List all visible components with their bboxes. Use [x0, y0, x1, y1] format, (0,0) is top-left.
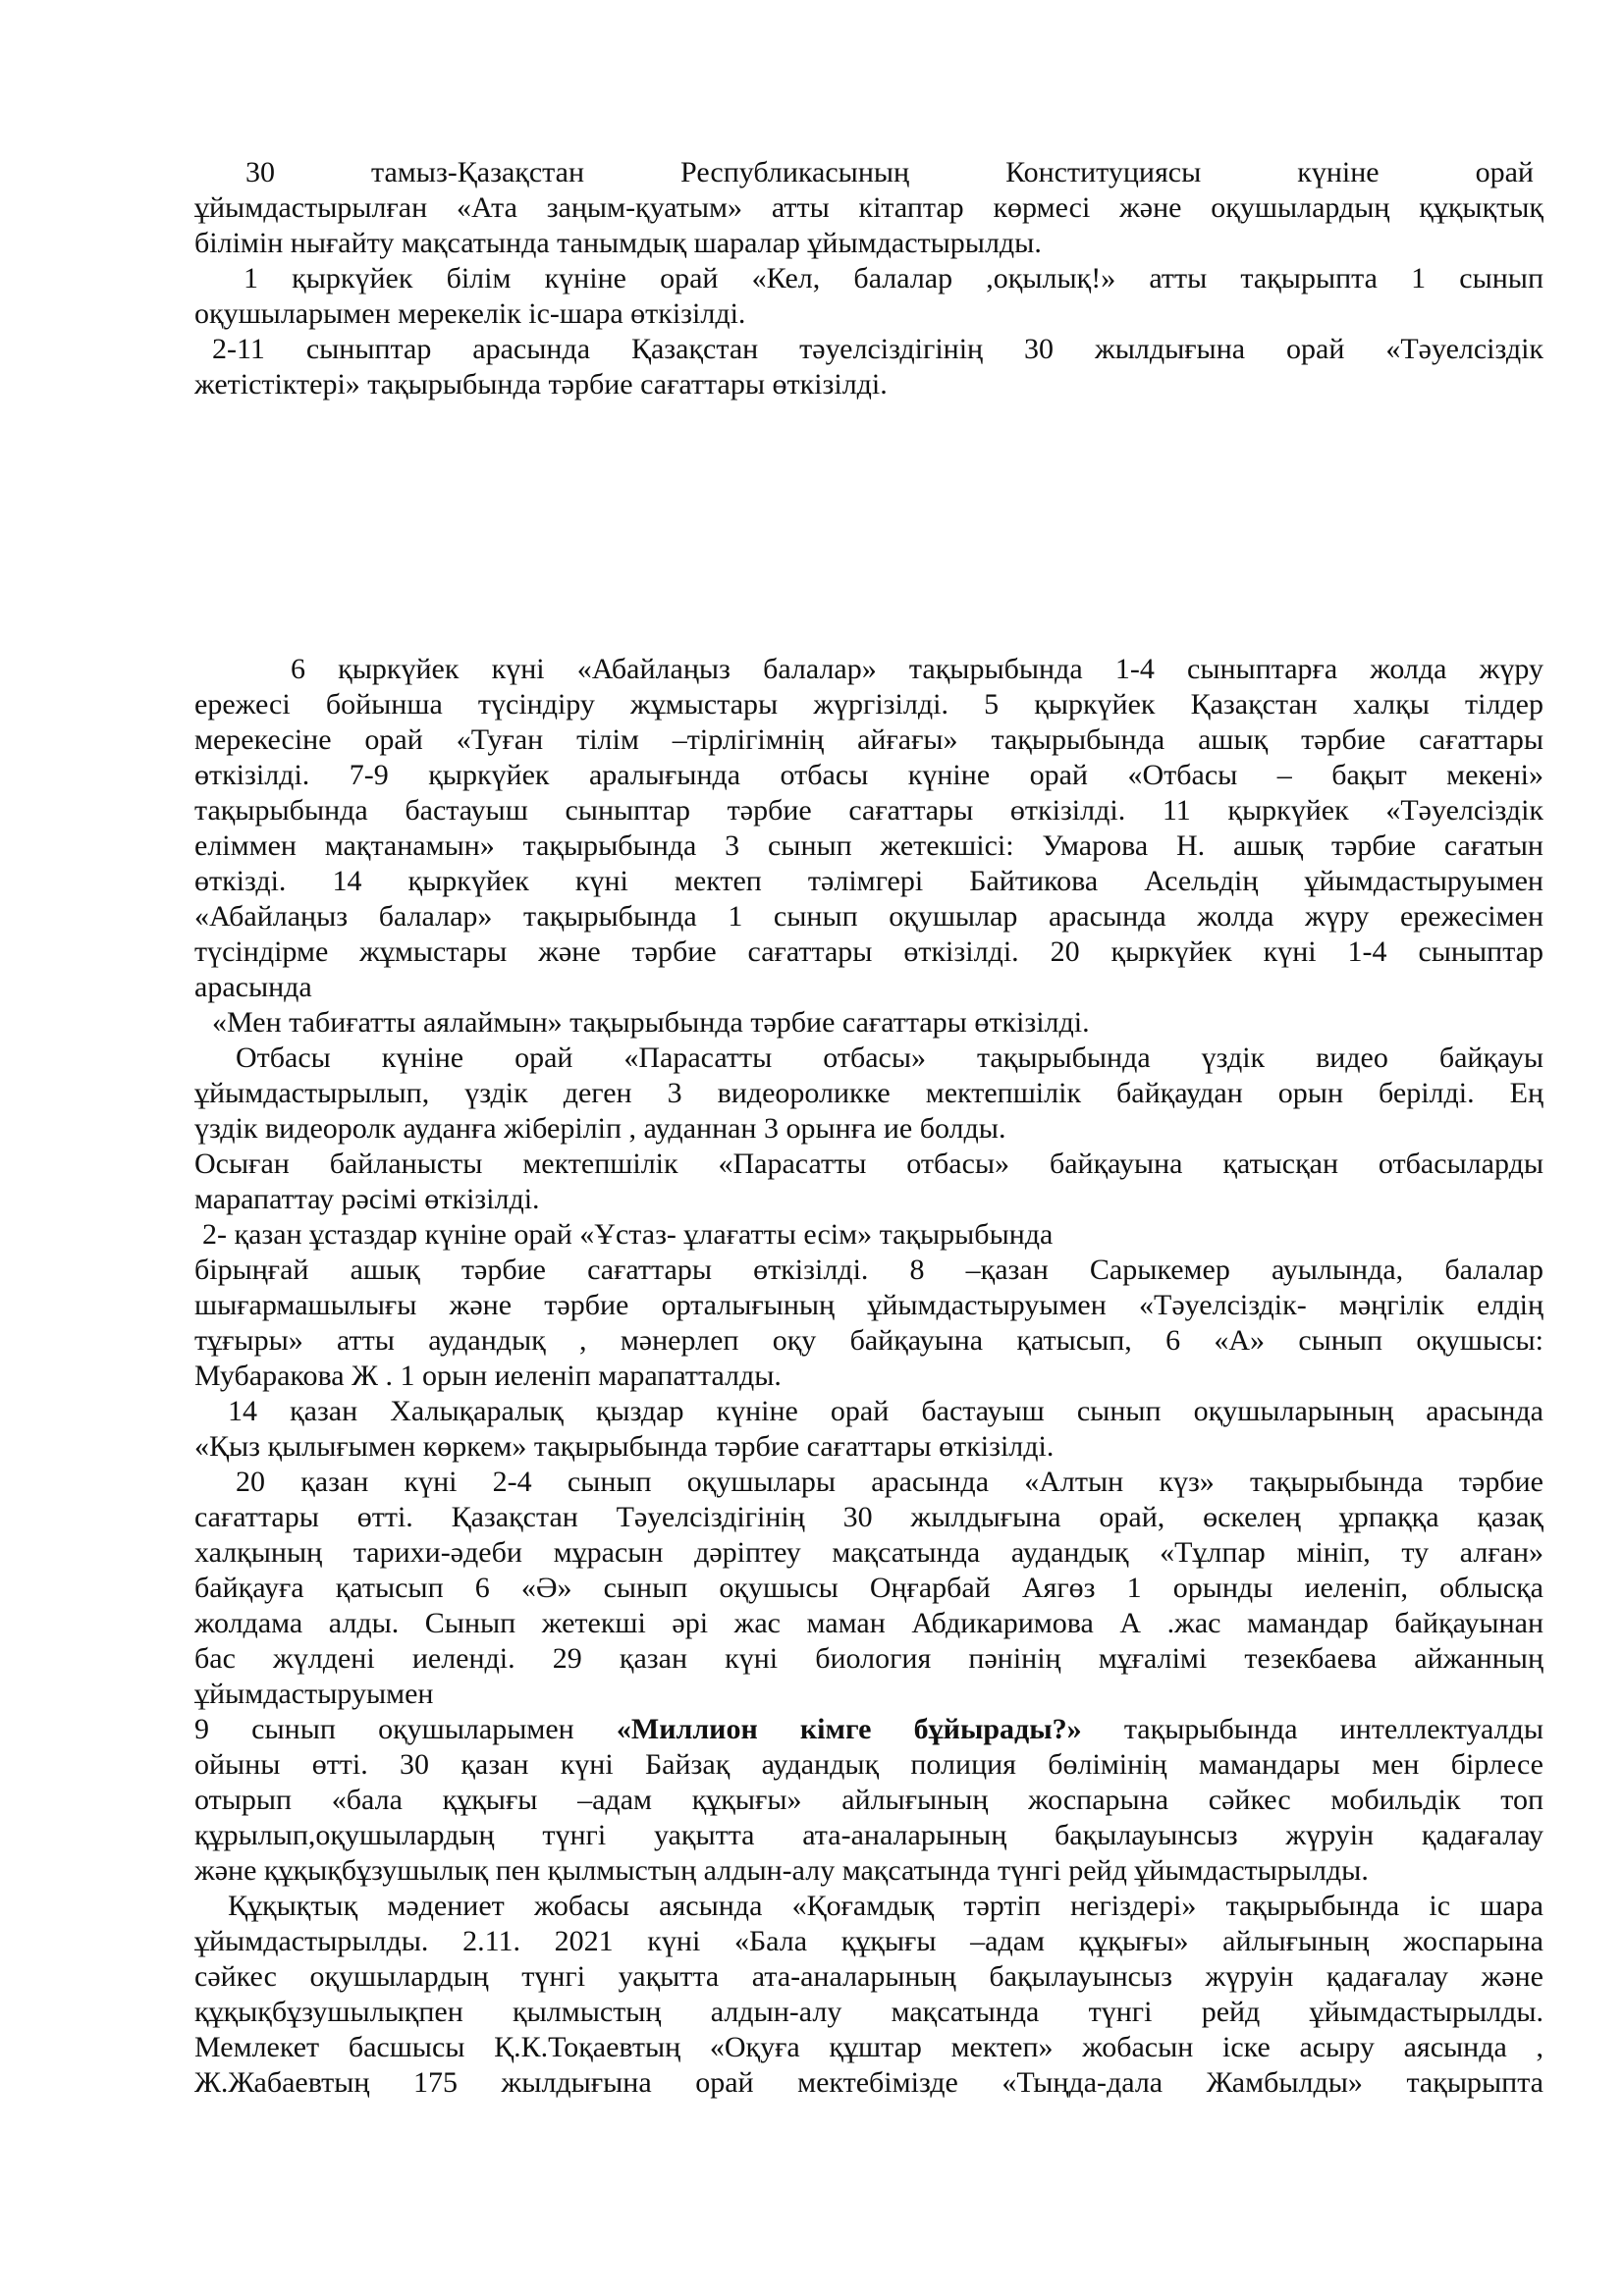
text-line: ұйымдастыруымен [194, 1678, 434, 1710]
text-line: 30 тамыз-Қазақстан Республикасының Конституциясы күніне орай [245, 156, 1534, 188]
text-line: жетістіктері» тақырыбында тәрбие сағаттары өткізілді. [194, 368, 888, 400]
paragraph-block-2 [194, 652, 1543, 2101]
text-line: сәйкес оқушылардың түнгі уақытта ата-аналарының бақылауынсыз жүруін қадағалау және [194, 1960, 1543, 1993]
text-line: «Абайлаңыз балалар» тақырыбында 1 сынып оқушылар арасында жолда жүру ережесімен [194, 900, 1543, 933]
text-line: бірыңғай ашық тәрбие сағаттары өткізілді. 8 –қазан Сарыкемер ауылында, балалар [194, 1254, 1543, 1286]
text-line: марапаттау рәсімі өткізілді. [194, 1183, 540, 1215]
text-line: байқауға қатысып 6 «Ә» сынып оқушысы Оңғарбай Аягөз 1 орынды иеленіп, облысқа [194, 1572, 1543, 1604]
text-line-quiz [194, 1712, 1543, 1747]
text-line: 14 қазан Халықаралық қыздар күніне орай бастауыш сынып оқушыларының арасында [228, 1395, 1543, 1427]
text-line: Осыған байланысты мектепшілік «Парасатты отбасы» байқауына қатысқан отбасыларды [194, 1148, 1543, 1180]
text-line: ұйымдастырылды. 2.11. 2021 күні «Бала құқығы –адам құқығы» айлығының жоспарына [194, 1925, 1543, 1957]
text-line: 2-11 сыныптар арасында Қазақстан тәуелсіздігінің 30 жылдығына орай «Тәуелсіздік [212, 333, 1543, 365]
text-line: Ж.Жабаевтың 175 жылдығына орай мектебімізде «Тыңда-дала Жамбылды» тақырыпта [194, 2066, 1543, 2099]
text-line: 6 қыркүйек күні «Абайлаңыз балалар» тақырыбында 1-4 сыныптарға жолда жүру [291, 653, 1543, 685]
text-line: тұғыры» атты аудандық , мәнерлеп оқу байқауына қатысып, 6 «А» сынып оқушысы: [194, 1324, 1543, 1357]
text-line: халқының тарихи-әдеби мұрасын дәріптеу мақсатында аудандық «Тұлпар мініп, ту алған» [194, 1536, 1543, 1569]
text-line: және құқықбұзушылық пен қылмыстың алдын-алу мақсатында түнгі рейд ұйымдастырылды. [194, 1854, 1369, 1887]
text-line: ұйымдастырылған «Ата заңым-қуатым» атты кітаптар көрмесі және оқушылардың құқықтық [194, 191, 1543, 224]
text-line: жолдама алды. Сынып жетекші әрі жас маман Абдикаримова А .жас мамандар байқауынан [194, 1607, 1543, 1639]
text-line: Отбасы күніне орай «Парасатты отбасы» тақырыбында үздік видео байқауы [236, 1041, 1543, 1074]
text-line: құқықбұзушылықпен қылмыстың алдын-алу мақсатында түнгі рейд ұйымдастырылды. [194, 1996, 1543, 2028]
text-line: ойыны өтті. 30 қазан күні Байзақ аудандық полиция бөлімінің мамандары мен бірлесе [194, 1748, 1543, 1781]
text-line: үздік видеоролк ауданға жіберіліп , ауданнан 3 орынға ие болды. [194, 1112, 1006, 1145]
text-line: өткізілді. 7-9 қыркүйек аралығында отбасы күніне орай «Отбасы – бақыт мекені» [194, 759, 1543, 791]
text-line: Құқықтық мәдениет жобасы аясында «Қоғамдық тәртіп негіздері» тақырыбында іс шара [228, 1890, 1543, 1922]
text-line: ұйымдастырылып, үздік деген 3 видеороликке мектепшілік байқаудан орын берілді. Ең [194, 1077, 1543, 1109]
text-line: білімін нығайту мақсатында танымдық шаралар ұйымдастырылды. [194, 227, 1042, 259]
text-line: шығармашылығы және тәрбие орталығының ұйымдастыруымен «Тәуелсіздік- мәңгілік елдің [194, 1289, 1543, 1321]
text-line: 20 қазан күні 2-4 сынып оқушылары арасында «Алтын күз» тақырыбында тәрбие [236, 1466, 1543, 1498]
text-line: «Қыз қылығымен көркем» тақырыбында тәрбие сағаттары өткізілді. [194, 1430, 1055, 1463]
paragraph-block-1 [194, 155, 1543, 402]
text-line: еліммен мақтанамын» тақырыбында 3 сынып жетекшісі: Умарова Н. ашық тәрбие сағатын [194, 829, 1543, 862]
text-line: «Мен табиғатты аялаймын» тақырыбында тәрбие сағаттары өткізілді. [212, 1006, 1090, 1039]
text-line: оқушыларымен мерекелік іс-шара өткізілді. [194, 297, 746, 330]
text-line: бас жүлдені иеленді. 29 қазан күні биология пәнінің мұғалімі тезекбаева айжанның [194, 1642, 1543, 1675]
quiz-text-after: тақырыбында интеллектуалды [1123, 1713, 1543, 1745]
text-line: Мубаракова Ж . 1 орын иеленіп марапатталды. [194, 1360, 782, 1392]
text-line: Мемлекет басшысы Қ.К.Тоқаевтың «Оқуға құштар мектеп» жобасын іске асыру аясында , [194, 2031, 1543, 2063]
text-line: мерекесіне орай «Туған тілім –тірлігімнің айғағы» тақырыбында ашық тәрбие сағаттары [194, 723, 1543, 756]
text-line: түсіндірме жұмыстары және тәрбие сағаттары өткізілді. 20 қыркүйек күні 1-4 сыныптар [194, 935, 1543, 968]
text-line: өткізді. 14 қыркүйек күні мектеп тәлімгері Байтикова Асельдің ұйымдастыруымен [194, 865, 1543, 897]
text-line: 1 қыркүйек білім күніне орай «Кел, балалар ,оқылық!» атты тақырыпта 1 сынып [244, 262, 1543, 294]
text-line: арасында [194, 971, 312, 1003]
text-line: құрылып,оқушылардың түнгі уақытта ата-аналарының бақылауынсыз жүруін қадағалау [194, 1819, 1543, 1851]
text-line: ережесі бойынша түсіндіру жұмыстары жүргізілді. 5 қыркүйек Қазақстан халқы тілдер [194, 688, 1543, 721]
quiz-text-before: 9 сынып оқушыларымен [194, 1713, 574, 1745]
text-line: отырып «бала құқығы –адам құқығы» айлығының жоспарына сәйкес мобильдік топ [194, 1784, 1543, 1816]
text-line: 2- қазан ұстаздар күніне орай «Ұстаз- ұлағатты есім» тақырыбында [202, 1218, 1054, 1251]
text-line: тақырыбында бастауыш сыныптар тәрбие сағаттары өткізілді. 11 қыркүйек «Тәуелсіздік [194, 794, 1543, 827]
text-line: сағаттары өтті. Қазақстан Тәуелсіздігінің 30 жылдығына орай, өскелең ұрпаққа қазақ [194, 1501, 1543, 1533]
quiz-title: «Миллион кімге бұйырады?» [616, 1713, 1082, 1745]
